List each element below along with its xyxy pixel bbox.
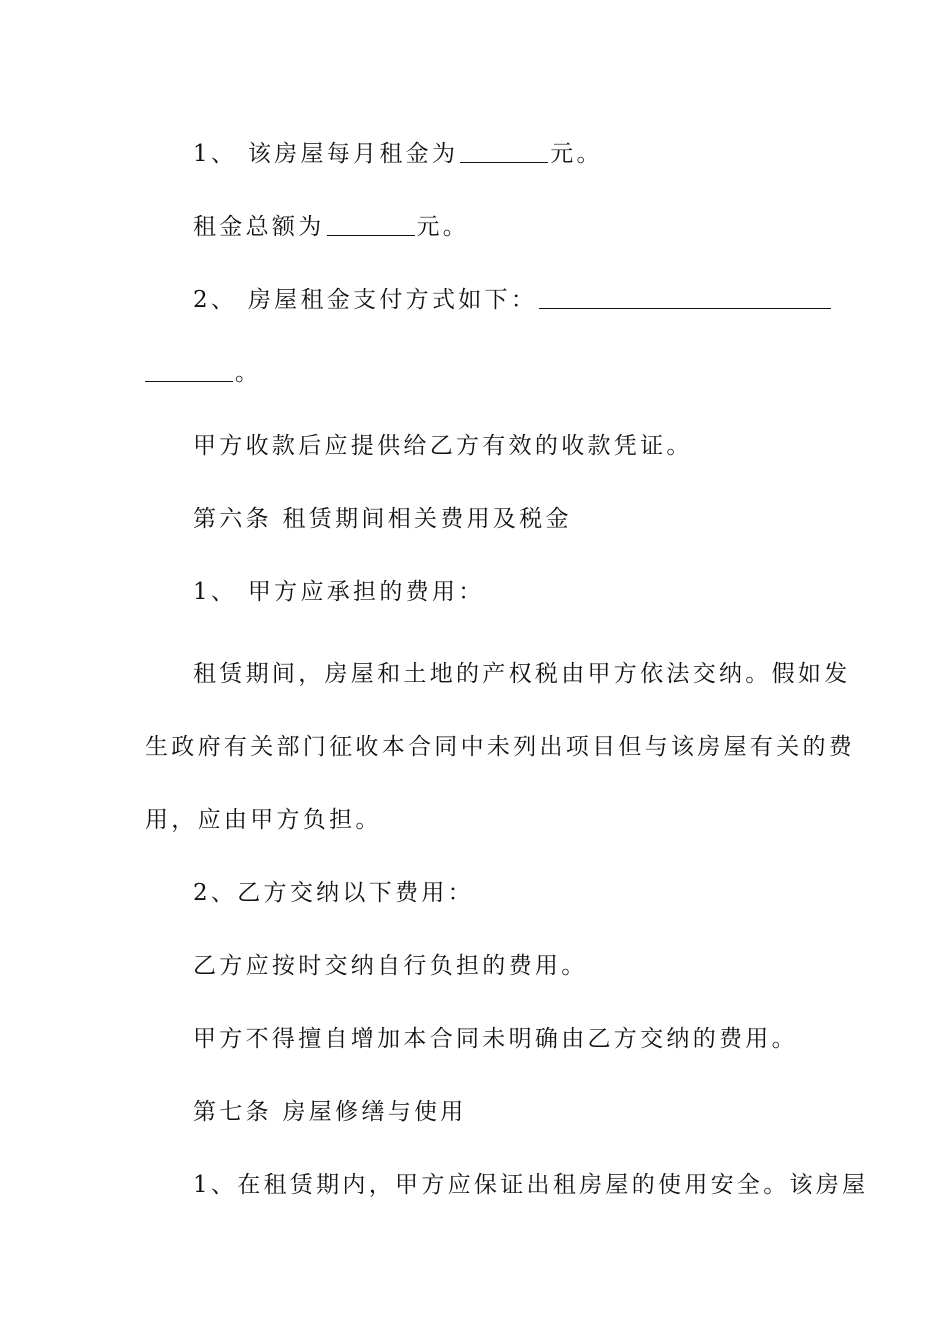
text-line-payment-method	[193, 285, 810, 315]
text-line: 甲方收款后应提供给乙方有效的收款凭证。	[193, 433, 693, 459]
text-line: 乙方应按时交纳自行负担的费用。	[193, 953, 588, 979]
text-line: 甲方不得擅自增加本合同未明确由乙方交纳的费用。	[193, 1026, 798, 1052]
total-rent-unit: 元。	[416, 214, 470, 240]
monthly-rent-unit: 元。	[550, 141, 603, 167]
text-line: 1、 甲方应承担的费用：	[193, 579, 485, 605]
text-line-total-rent	[193, 212, 810, 242]
text-line-payment-method-cont	[145, 358, 810, 388]
text-line: 2、乙方交纳以下费用：	[193, 880, 474, 906]
text-line-monthly-rent	[193, 139, 810, 169]
payment-method-blank	[539, 288, 831, 309]
payment-method-label: 2、 房屋租金支付方式如下：	[193, 287, 538, 313]
text-line: 1、在租赁期内，甲方应保证出租房屋的使用安全。该房屋	[193, 1172, 869, 1198]
text-line: 生政府有关部门征收本合同中未列出项目但与该房屋有关的费	[145, 734, 856, 760]
monthly-rent-blank	[460, 142, 548, 163]
total-rent-label: 租金总额为	[193, 214, 325, 240]
section-heading-article-6: 第六条 租赁期间相关费用及税金	[193, 506, 572, 532]
text-line: 用，应由甲方负担。	[145, 807, 382, 833]
total-rent-blank	[327, 215, 415, 236]
monthly-rent-label: 1、 该房屋每月租金为	[193, 141, 459, 167]
payment-method-blank-cont	[145, 361, 233, 382]
payment-method-end: 。	[235, 360, 262, 386]
text-line: 租赁期间，房屋和土地的产权税由甲方依法交纳。假如发	[193, 661, 851, 687]
section-heading-article-7: 第七条 房屋修缮与使用	[193, 1099, 467, 1125]
